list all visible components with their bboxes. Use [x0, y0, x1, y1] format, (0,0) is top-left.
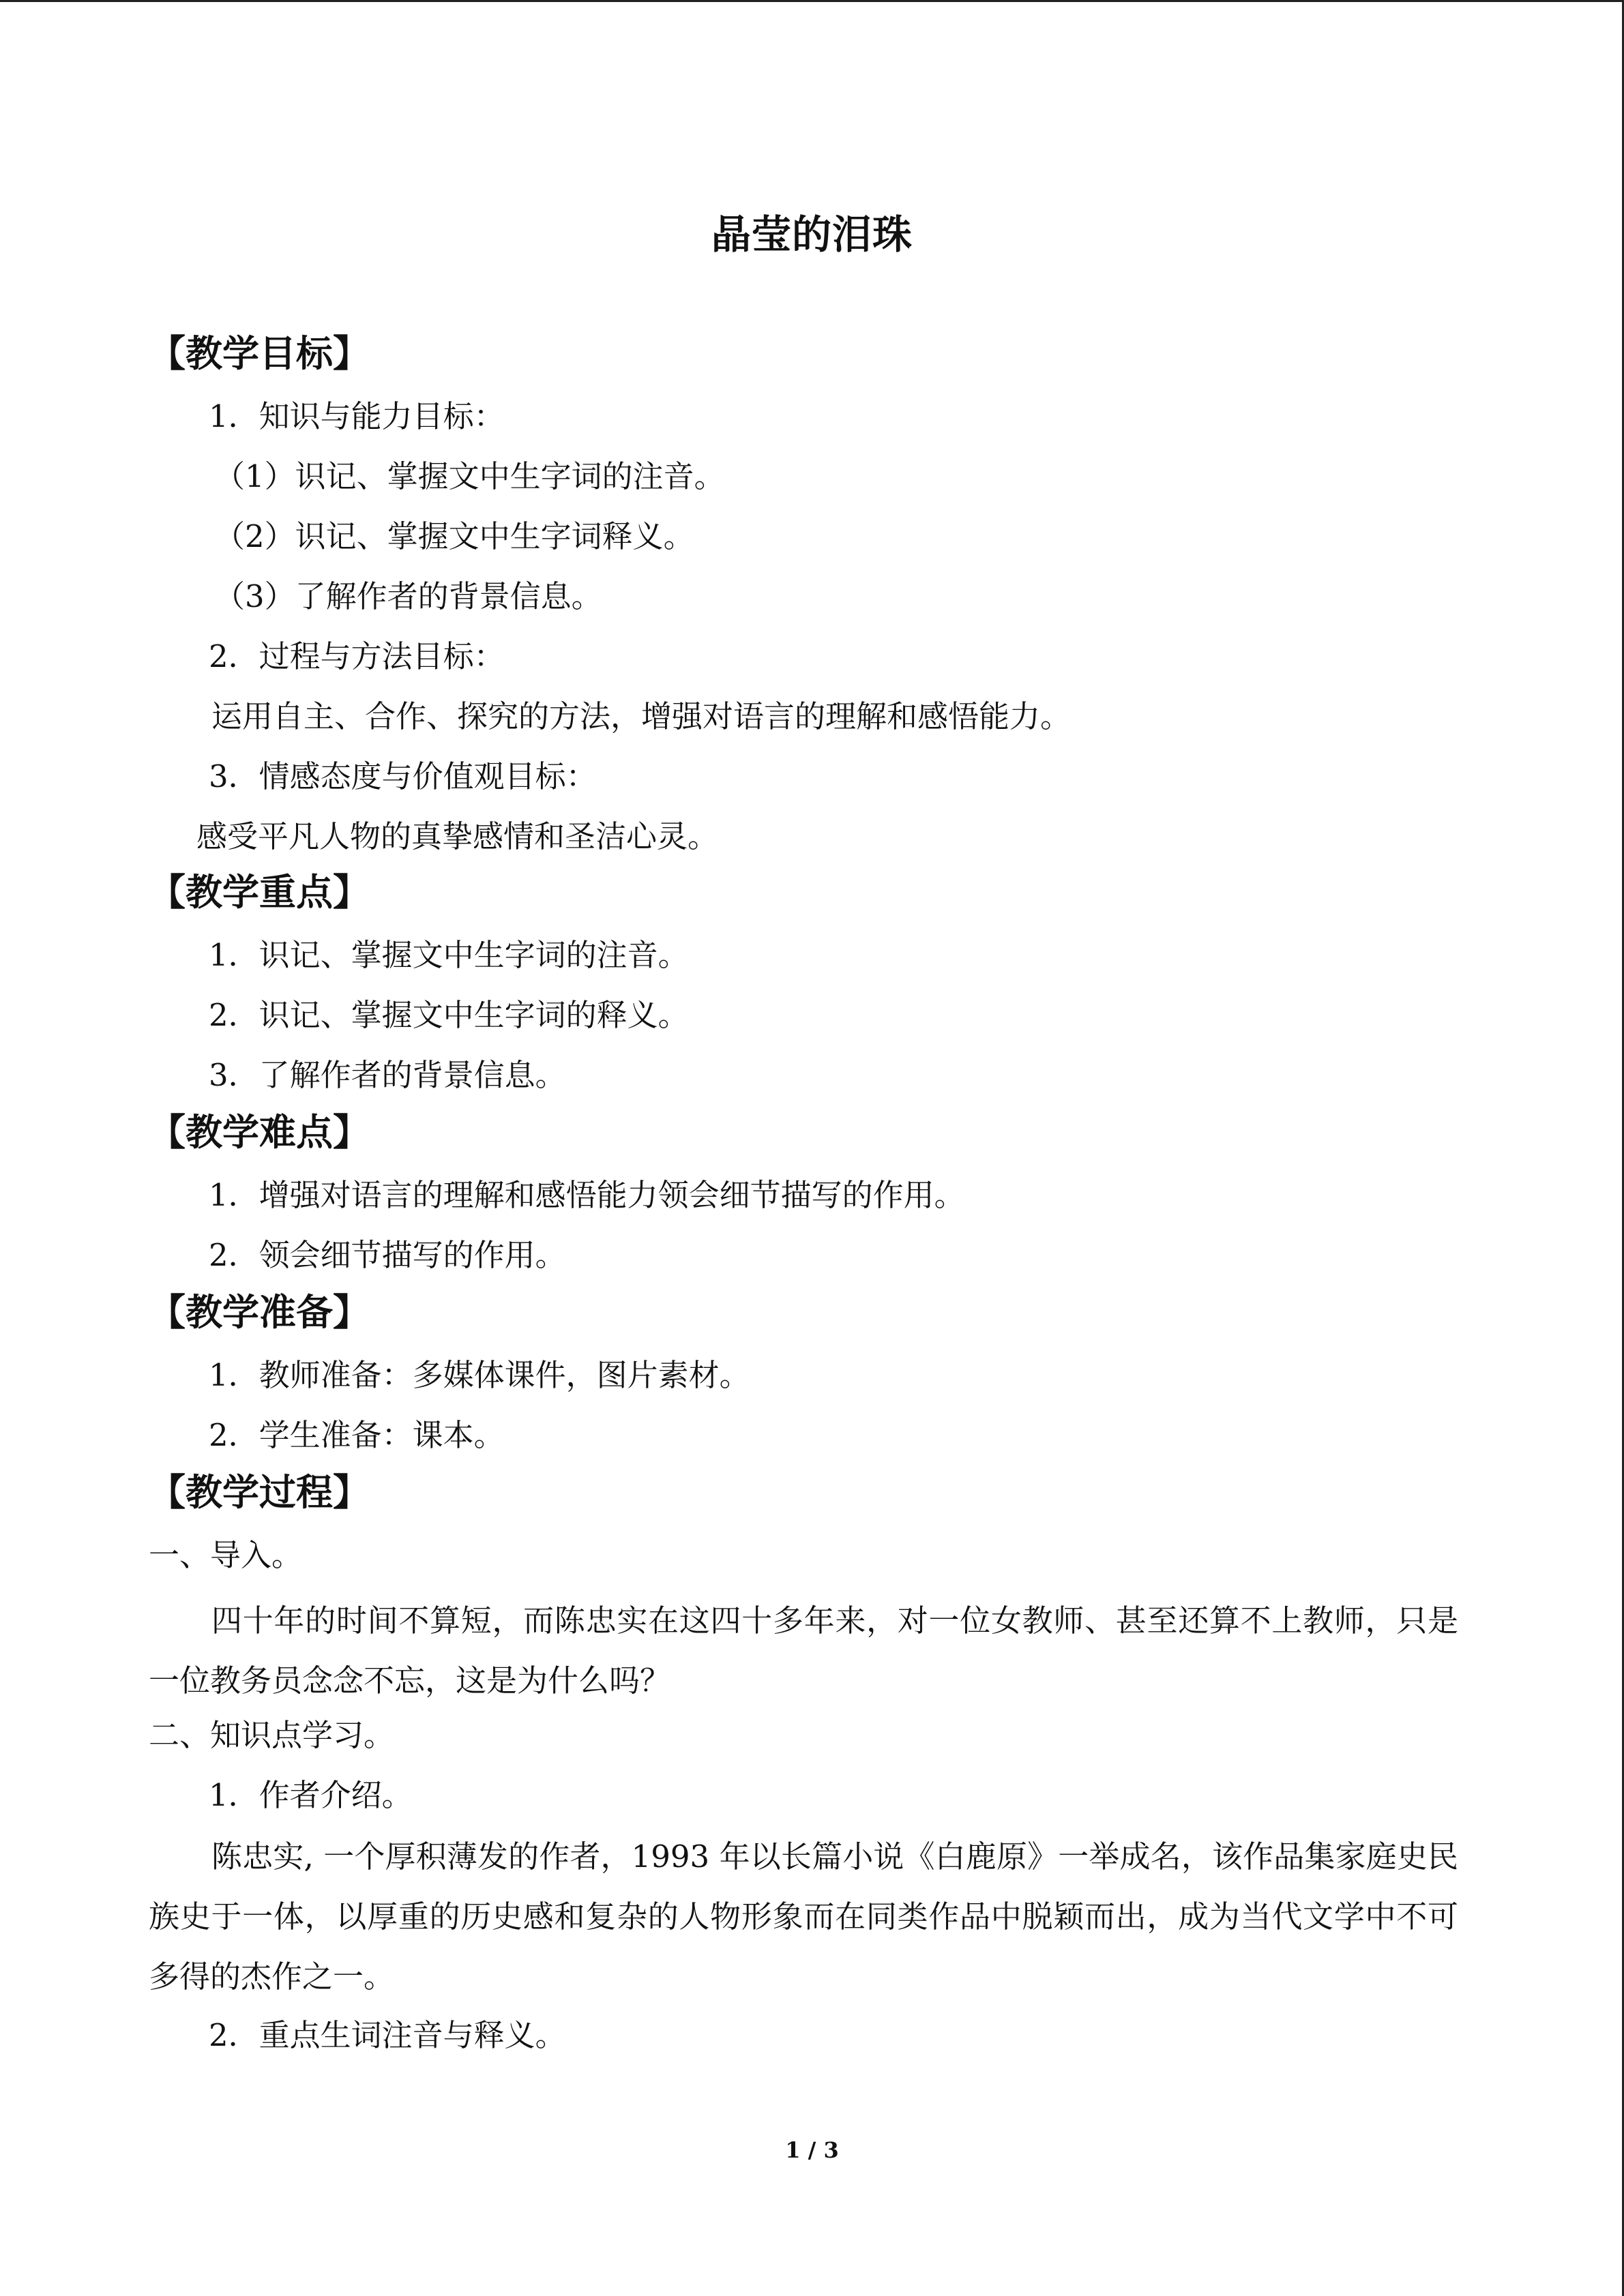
section-heading-objectives: 【教学目标】	[149, 332, 370, 375]
process-item-author: 1．作者介绍。	[209, 1777, 413, 1813]
key-point-line: 3．了解作者的背景信息。	[209, 1057, 566, 1093]
section-heading-key-points: 【教学重点】	[149, 871, 370, 914]
preparation-line: 1．教师准备：多媒体课件，图片素材。	[209, 1357, 750, 1393]
objective-line: 1．知识与能力目标：	[209, 398, 505, 434]
objective-line: 感受平凡人物的真挚感情和圣洁心灵。	[196, 818, 719, 854]
objective-line: （2）识记、掌握文中生字词释义。	[214, 518, 694, 554]
objective-line: （3）了解作者的背景信息。	[214, 578, 602, 614]
section-heading-process: 【教学过程】	[149, 1471, 370, 1514]
objective-line: （1）识记、掌握文中生字词的注音。	[214, 458, 725, 494]
key-point-line: 1．识记、掌握文中生字词的注音。	[209, 937, 689, 973]
page-number: 1 / 3	[785, 2137, 839, 2163]
objective-line: 3．情感态度与价值观目标：	[209, 758, 597, 794]
process-part1-paragraph: 四十年的时间不算短，而陈忠实在这四十多年来，对一位女教师、甚至还算不上教师，只是一位教务员念念不忘，这是为什么吗？	[149, 1602, 1458, 1699]
objective-line: 运用自主、合作、探究的方法，增强对语言的理解和感悟能力。	[211, 698, 1072, 734]
key-point-line: 2．识记、掌握文中生字词的释义。	[209, 997, 689, 1033]
process-part1-title: 一、导入。	[149, 1537, 303, 1573]
page-title: 晶莹的泪珠	[711, 211, 913, 258]
section-heading-difficulties: 【教学难点】	[149, 1111, 370, 1154]
process-item-vocab: 2．重点生词注音与释义。	[209, 2017, 566, 2053]
process-part2-title: 二、知识点学习。	[149, 1717, 395, 1753]
difficulty-line: 2．领会细节描写的作用。	[209, 1237, 566, 1273]
author-intro-paragraph: 陈忠实, 一个厚积薄发的作者，1993 年以长篇小说《白鹿原》一举成名，该作品集家庭史民族史于一体，以厚重的历史感和复杂的人物形象而在同类作品中脱颖而出，成为当代文学中不可多得的杰作之一。	[149, 1838, 1458, 1995]
section-heading-preparation: 【教学准备】	[149, 1291, 370, 1334]
preparation-line: 2．学生准备：课本。	[209, 1417, 505, 1453]
difficulty-line: 1．增强对语言的理解和感悟能力领会细节描写的作用。	[209, 1177, 965, 1213]
objective-line: 2．过程与方法目标：	[209, 638, 505, 674]
